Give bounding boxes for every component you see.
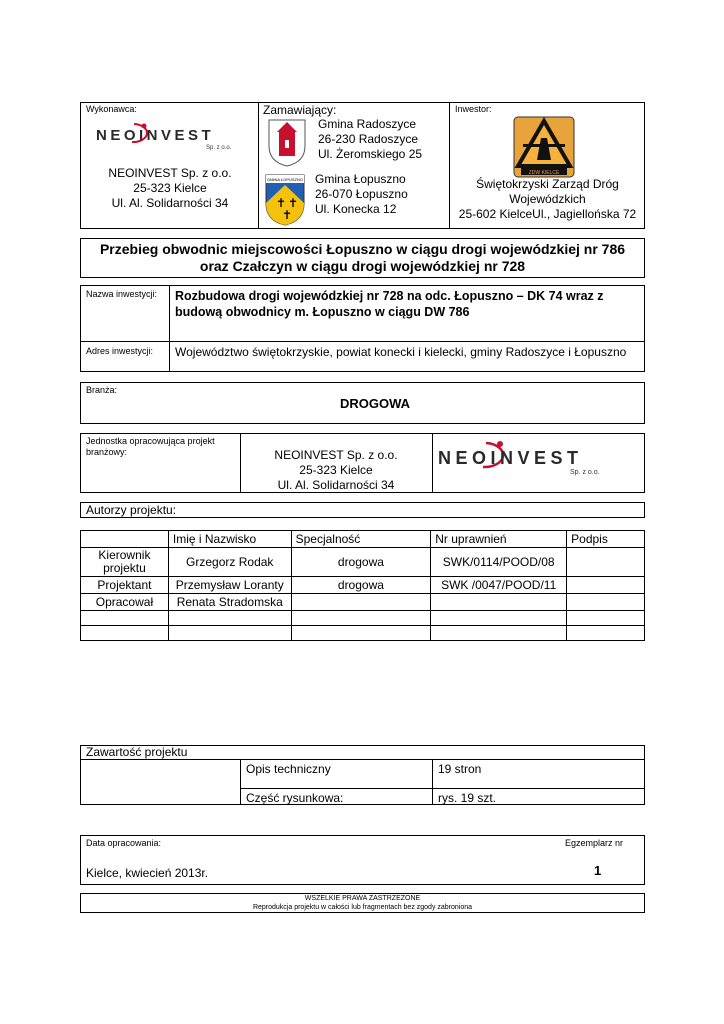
project-title-line2: oraz Czałczyn w ciągu drogi wojewódzkiej nr 728 bbox=[199, 258, 526, 274]
rights-text: Reprodukcja projektu w całości lub fragmentach bez zgody zabroniona bbox=[252, 904, 473, 911]
contents-item-value: 19 stron bbox=[438, 762, 482, 776]
author-role: Opracował bbox=[81, 594, 169, 611]
project-title-line1: Przebieg obwodnic miejscowości Łopuszno w ciągu drogi wojewódzkiej nr 786 bbox=[99, 241, 626, 257]
author-role: Kierownik projektu bbox=[81, 548, 169, 577]
contents-divider-v2 bbox=[432, 759, 433, 805]
author-name: Grzegorz Rodak bbox=[168, 548, 291, 577]
authors-header-role bbox=[81, 531, 169, 548]
client-first-name: Gmina Radoszyce bbox=[318, 117, 417, 131]
author-licence: SWK /0047/POOD/11 bbox=[431, 577, 567, 594]
branch-label: Branża: bbox=[86, 385, 118, 395]
svg-text:✝: ✝ bbox=[276, 196, 287, 210]
project-title bbox=[80, 241, 645, 275]
table-row bbox=[81, 577, 645, 594]
author-spec: drogowa bbox=[291, 548, 431, 577]
table-row bbox=[81, 548, 645, 577]
author-sign bbox=[567, 577, 645, 594]
contractor-city: 25-323 Kielce bbox=[133, 181, 207, 195]
unit-label: Jednostka opracowująca projekt branżowy: bbox=[86, 436, 215, 457]
authors-header-licence: Nr uprawnień bbox=[431, 531, 567, 548]
neoinvest-logo-mark bbox=[96, 122, 242, 152]
branch-value: DROGOWA bbox=[339, 396, 411, 411]
contractor-street: Ul. Al. Solidarności 34 bbox=[111, 196, 229, 210]
client-second-city: 26-070 Łopuszno bbox=[315, 187, 408, 201]
author-name: Renata Stradomska bbox=[168, 594, 291, 611]
author-licence: SWK/0114/POOD/08 bbox=[431, 548, 567, 577]
lopuszno-crest-icon bbox=[264, 173, 306, 227]
author-spec bbox=[291, 594, 431, 611]
neoinvest-logo bbox=[96, 122, 242, 152]
contractor-address bbox=[82, 166, 258, 211]
svg-text:✝: ✝ bbox=[282, 208, 293, 222]
date-label: Data opracowania: bbox=[86, 838, 162, 848]
author-sign bbox=[567, 611, 645, 626]
authors-header-row bbox=[81, 531, 645, 548]
copy-label: Egzemplarz nr bbox=[565, 838, 624, 848]
author-name bbox=[168, 626, 291, 641]
header-divider-1 bbox=[258, 102, 259, 229]
investor-address bbox=[450, 177, 645, 222]
copy-value: 1 bbox=[594, 863, 602, 878]
lopuszno-crest-text: GMINA ŁOPUSZNO bbox=[266, 177, 304, 182]
unit-logo-wordmark: NEOINVEST bbox=[438, 448, 583, 468]
contents-divider-h bbox=[240, 788, 645, 789]
investment-name-value: Rozbudowa drogi wojewódzkiej nr 728 na odc. Łopuszno – DK 74 wraz z budową obwodnicy m. Łopuszno w ciągu DW 786 bbox=[175, 289, 604, 319]
author-name bbox=[168, 611, 291, 626]
author-spec bbox=[291, 626, 431, 641]
author-sign bbox=[567, 594, 645, 611]
client-second-address bbox=[315, 172, 408, 217]
svg-text:✝: ✝ bbox=[288, 196, 299, 210]
author-spec: drogowa bbox=[291, 577, 431, 594]
rights-title: WSZELKIE PRAWA ZASTRZEŻONE bbox=[304, 895, 421, 902]
table-row bbox=[81, 611, 645, 626]
investor-name-1: Świętokrzyski Zarząd Dróg bbox=[476, 177, 619, 191]
client-second-name: Gmina Łopuszno bbox=[315, 172, 406, 186]
date-value: Kielce, kwiecień 2013r. bbox=[86, 866, 209, 880]
unit-city: 25-323 Kielce bbox=[299, 463, 373, 477]
investment-address-value: Województwo świętokrzyskie, powiat konecki i kielecki, gminy Radoszyce i Łopuszno bbox=[175, 345, 627, 359]
unit-name: NEOINVEST Sp. z o.o. bbox=[274, 448, 398, 462]
authors-header-sign: Podpis bbox=[567, 531, 645, 548]
contents-item-value: rys. 19 szt. bbox=[438, 791, 497, 805]
contractor-label: Wykonawca: bbox=[86, 104, 137, 114]
table-row bbox=[81, 626, 645, 641]
authors-header-spec: Specjalność bbox=[291, 531, 431, 548]
unit-address bbox=[240, 448, 432, 493]
author-licence bbox=[431, 611, 567, 626]
client-second-street: Ul. Konecka 12 bbox=[315, 202, 397, 216]
author-role: Projektant bbox=[81, 577, 169, 594]
author-role bbox=[81, 626, 169, 641]
author-licence bbox=[431, 626, 567, 641]
investment-divider-h bbox=[80, 341, 645, 342]
unit-street: Ul. Al. Solidarności 34 bbox=[277, 478, 395, 492]
author-role bbox=[81, 611, 169, 626]
authors-title: Autorzy projektu: bbox=[86, 503, 177, 517]
author-spec bbox=[291, 611, 431, 626]
author-name: Przemysław Loranty bbox=[168, 577, 291, 594]
author-sign bbox=[567, 548, 645, 577]
contents-divider-top bbox=[240, 759, 645, 760]
investment-name-label: Nazwa inwestycji: bbox=[86, 289, 158, 299]
unit-neoinvest-logo bbox=[438, 437, 614, 479]
rights-notice bbox=[80, 894, 645, 912]
unit-logo-mark bbox=[438, 437, 614, 479]
client-first-address bbox=[318, 117, 422, 162]
road-sign-icon bbox=[513, 116, 575, 178]
investor-label: Inwestor: bbox=[455, 104, 492, 114]
authors-table bbox=[80, 530, 645, 641]
contents-item-label: Opis techniczny bbox=[246, 762, 331, 776]
author-sign bbox=[567, 626, 645, 641]
investment-divider-v bbox=[169, 285, 170, 372]
contents-item-label: Część rysunkowa: bbox=[246, 791, 344, 805]
contents-title: Zawartość projektu bbox=[86, 745, 188, 759]
unit-logo-sub: Sp. z o.o. bbox=[570, 469, 600, 476]
road-sign-text: ZDW KIELCE bbox=[528, 170, 560, 176]
unit-divider-2 bbox=[432, 433, 433, 493]
client-first-street: Ul. Żeromskiego 25 bbox=[318, 147, 423, 161]
author-licence bbox=[431, 594, 567, 611]
investor-street: 25-602 KielceUl., Jagiellońska 72 bbox=[458, 207, 637, 221]
radoszyce-crest-icon bbox=[267, 118, 307, 168]
client-first-city: 26-230 Radoszyce bbox=[318, 132, 419, 146]
contractor-name: NEOINVEST Sp. z o.o. bbox=[108, 166, 232, 180]
client-label: Zamawiający: bbox=[263, 103, 337, 117]
table-row bbox=[81, 594, 645, 611]
logo-wordmark: NEOINVEST bbox=[96, 127, 215, 144]
authors-header-name: Imię i Nazwisko bbox=[168, 531, 291, 548]
investment-address-label: Adres inwestycji: bbox=[86, 346, 154, 356]
investor-name-2: Wojewódzkich bbox=[509, 192, 586, 206]
logo-sub: Sp. z o.o. bbox=[206, 145, 232, 151]
contents-divider-v1 bbox=[240, 759, 241, 805]
